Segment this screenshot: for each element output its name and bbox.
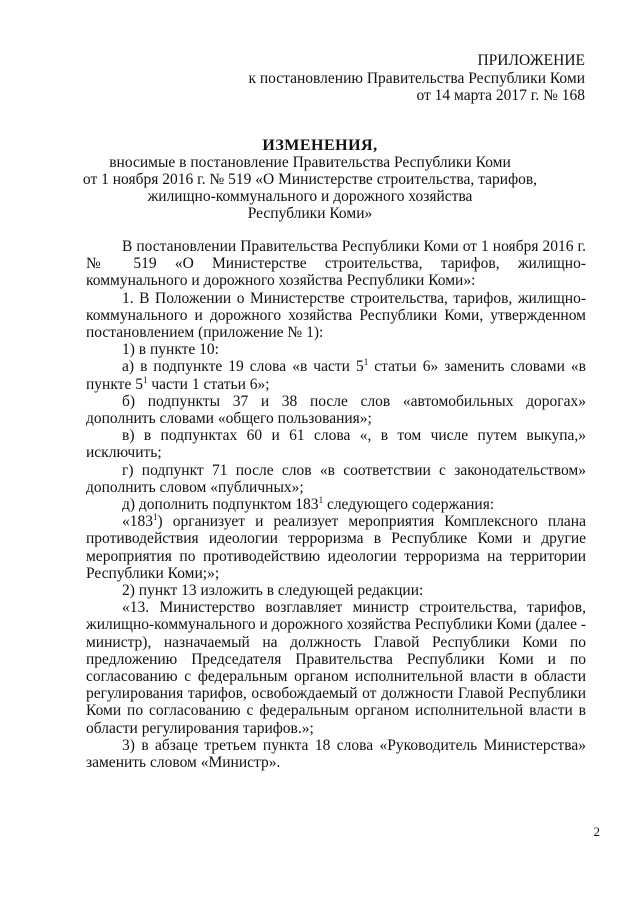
appendix-date: от 14 марта 2017 г. № 168 [416,87,585,104]
superscript: 1 [153,512,158,523]
paragraph-1-1-d [86,496,586,513]
intro-paragraph: В постановлении Правительства Республики Коми от 1 ноября 2016 г. № 519 «О Министерстве строительства, тарифов, жилищно-коммунального и дорожного хозяйства Республики Коми»: [86,238,586,290]
appendix-label: ПРИЛОЖЕНИЕ [477,52,585,69]
superscript: 1 [142,374,148,385]
subtitle-line-1: вносимые в постановление Правительства Республики Коми [109,154,511,171]
text-fragment: статьи 6» заменить словами «в пункте 5 [86,358,586,393]
text-fragment: следующего содержания: [323,496,495,514]
document-body [86,238,586,771]
paragraph-1-2: 2) пункт 13 изложить в следующей редакции: [122,582,424,600]
superscript: 1 [363,357,369,368]
paragraph-1-1-a [86,358,586,392]
paragraph-1-2-quote: «13. Министерство возглавляет министр строительства, тарифов, жилищно-коммунального и дорожного хозяйства Республики Коми (далее - министр), назначаемый на должность Главой Республики Коми по предложению Председателя Правительства Республики Коми и по согласованию с федеральным органом исполнительной власти в области регулирования тарифов, освобождаемый от должности Главой Республики Коми по согласованию с федеральным органом исполнительной власти в области регулирования тарифов.»; [86,599,586,737]
paragraph-1-1-g: г) подпункт 71 после слов «в соответствии с законодательством» дополнить словом «публичных»; [86,461,586,496]
paragraph-1-3: 3) в абзаце третьем пункта 18 слова «Руководитель Министерства» заменить словом «Министр». [86,736,586,772]
text-fragment: а) в подпункте 19 слова «в части 5 [122,358,364,376]
superscript: 1 [318,494,324,505]
paragraph-1-1-v: в) в подпунктах 60 и 61 слова «, в том числе путем выкупа,» исключить; [86,427,586,462]
text-fragment: ) организует и реализует мероприятия Комплексного плана противодействия идеологии терроризма в Республике Коми и другие мероприятия по противодействию идеологии терроризма на территории Республики Коми;»; [86,513,586,582]
text-fragment: д) дополнить подпунктом 183 [122,496,319,514]
paragraph-1-1: 1) в пункте 10: [122,341,219,359]
subtitle-line-3: жилищно-коммунального и дорожного хозяйства [147,188,473,205]
page-number: 2 [593,824,600,839]
text-fragment: «183 [122,513,153,531]
subtitle-line-2: от 1 ноября 2016 г. № 519 «О Министерстве строительства, тарифов, [82,171,538,188]
paragraph-1: 1. В Положении о Министерстве строительства, тарифов, жилищно-коммунального и дорожного хозяйства Республики Коми, утвержденном постановлением (приложение № 1): [86,289,586,342]
document-title: ИЗМЕНЕНИЯ, [262,137,378,154]
paragraph-1-1-d-quote [86,513,586,582]
subtitle-line-4: Республики Коми» [247,205,373,222]
paragraph-1-1-b: б) подпункты 37 и 38 после слов «автомобильных дорогах» дополнить словами «общего пользования»; [86,392,586,428]
appendix-reference: к постановлению Правительства Республики Коми [248,70,585,87]
text-fragment: части 1 статьи 6»; [147,375,270,393]
